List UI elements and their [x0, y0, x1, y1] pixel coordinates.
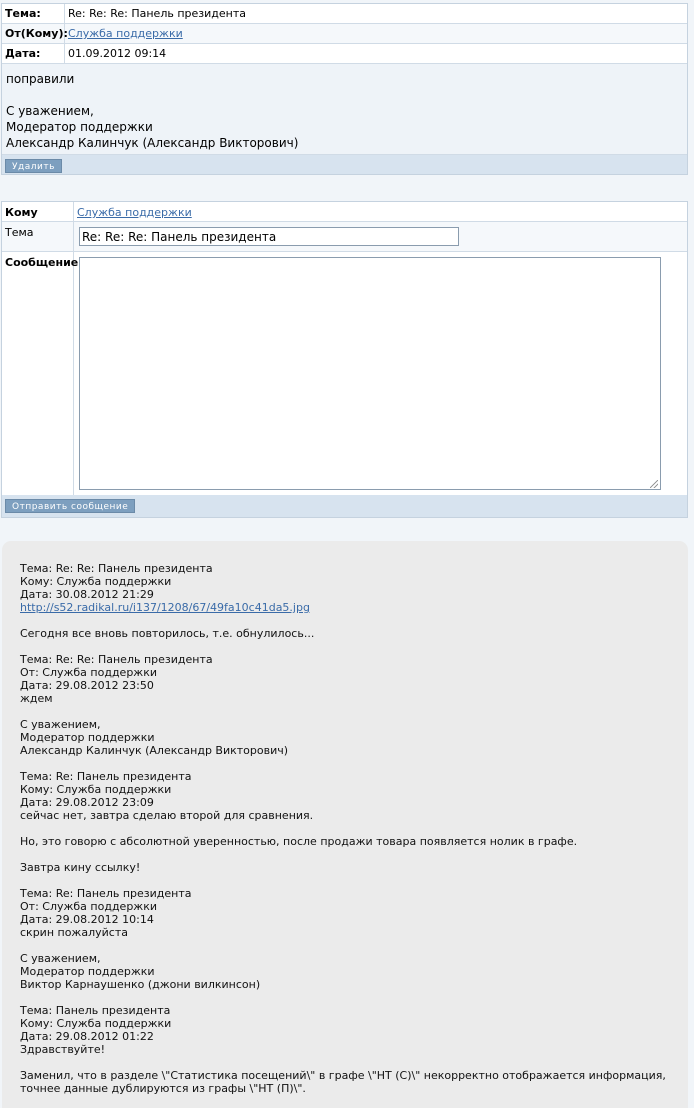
- reply-to-label: Кому: [2, 202, 74, 221]
- history-line: Тема: Re: Панель президента: [20, 770, 192, 783]
- message-date-label: Дата:: [2, 44, 65, 63]
- message-subject-label: Тема:: [2, 4, 65, 23]
- history-line: Тема: Re: Панель президента: [20, 887, 192, 900]
- history-line: Кому: Служба поддержки: [20, 575, 172, 588]
- history-line: [20, 640, 675, 653]
- history-line: Кому: Служба поддержки: [20, 783, 172, 796]
- history-line: Заменил, что в разделе \"Статистика посещений\" в графе \"НТ (С)\" некорректно отображается информация, точнее данные дублируются из графы \"НТ (П)\".: [20, 1069, 670, 1095]
- message-textarea[interactable]: [79, 257, 661, 490]
- history-image-link[interactable]: http://s52.radikal.ru/i137/1208/67/49fa10c41da5.jpg: [20, 601, 310, 614]
- history-line: Модератор поддержки: [20, 965, 155, 978]
- message-from-link[interactable]: Служба поддержки: [68, 27, 183, 40]
- history-line: [20, 614, 675, 627]
- history-text: [20, 562, 675, 1095]
- history-line: скрин пожалуйста: [20, 926, 128, 939]
- history-line: [20, 939, 675, 952]
- history-line: Дата: 29.08.2012 10:14: [20, 913, 154, 926]
- conversation-history: [2, 541, 688, 1108]
- message-subject: Re: Re: Re: Панель президента: [68, 7, 246, 20]
- message-body-line: поправили: [6, 72, 75, 86]
- history-line: С уважением,: [20, 952, 101, 965]
- history-line: ждем: [20, 692, 53, 705]
- send-message-button[interactable]: Отправить сообщение: [5, 499, 135, 513]
- subject-input[interactable]: [79, 227, 459, 246]
- message-date-row: [2, 44, 687, 64]
- reply-subject-label: Тема: [2, 222, 74, 251]
- history-line: Виктор Карнаушенко (джони вилкинсон): [20, 978, 261, 991]
- history-line: Дата: 29.08.2012 23:50: [20, 679, 154, 692]
- history-line: Александр Калинчук (Александр Викторович): [20, 744, 289, 757]
- message-from-label: От(Кому):: [2, 24, 65, 43]
- history-line: Но, это говорю с абсолютной уверенностью, после продажи товара появляется нолик в графе.: [20, 835, 578, 848]
- reply-message-label: Сообщение: [2, 252, 74, 495]
- history-line: сейчас нет, завтра сделаю второй для сравнения.: [20, 809, 314, 822]
- history-line: [20, 991, 675, 1004]
- history-line: Завтра кину ссылку!: [20, 861, 141, 874]
- history-line: Тема: Re: Re: Панель президента: [20, 562, 213, 575]
- history-line: [20, 822, 675, 835]
- message-body: [2, 64, 687, 155]
- reply-form-footer: [2, 495, 687, 517]
- message-date: 01.09.2012 09:14: [68, 47, 167, 60]
- message-footer: [2, 155, 687, 174]
- history-line: Дата: 29.08.2012 23:09: [20, 796, 154, 809]
- history-line: [20, 757, 675, 770]
- history-line: От: Служба поддержки: [20, 900, 158, 913]
- history-line: Кому: Служба поддержки: [20, 1017, 172, 1030]
- history-line: Дата: 29.08.2012 01:22: [20, 1030, 154, 1043]
- message-subject-row: [2, 4, 687, 24]
- message-view: [1, 3, 688, 175]
- row-divider: [2, 251, 687, 252]
- history-line: Здравствуйте!: [20, 1043, 106, 1056]
- history-line: Тема: Панель президента: [20, 1004, 171, 1017]
- textarea-resize-handle[interactable]: [650, 480, 658, 488]
- reply-form: [1, 201, 688, 518]
- message-from-row: [2, 24, 687, 44]
- history-line: [20, 1056, 675, 1069]
- history-line: Сегодня все вновь повторилось, т.е. обнулилось...: [20, 627, 315, 640]
- history-line: От: Служба поддержки: [20, 666, 158, 679]
- delete-button[interactable]: Удалить: [5, 159, 62, 173]
- history-line: [20, 874, 675, 887]
- message-body-line: Александр Калинчук (Александр Викторович): [6, 136, 299, 150]
- history-line: [20, 705, 675, 718]
- history-line: С уважением,: [20, 718, 101, 731]
- message-body-line: С уважением,: [6, 104, 94, 118]
- message-body-line: Модератор поддержки: [6, 120, 153, 134]
- history-line: Тема: Re: Re: Панель президента: [20, 653, 213, 666]
- history-line: Дата: 30.08.2012 21:29: [20, 588, 154, 601]
- reply-to-link[interactable]: Служба поддержки: [77, 206, 192, 219]
- history-line: Модератор поддержки: [20, 731, 155, 744]
- message-body-line: [6, 87, 687, 103]
- history-line: [20, 848, 675, 861]
